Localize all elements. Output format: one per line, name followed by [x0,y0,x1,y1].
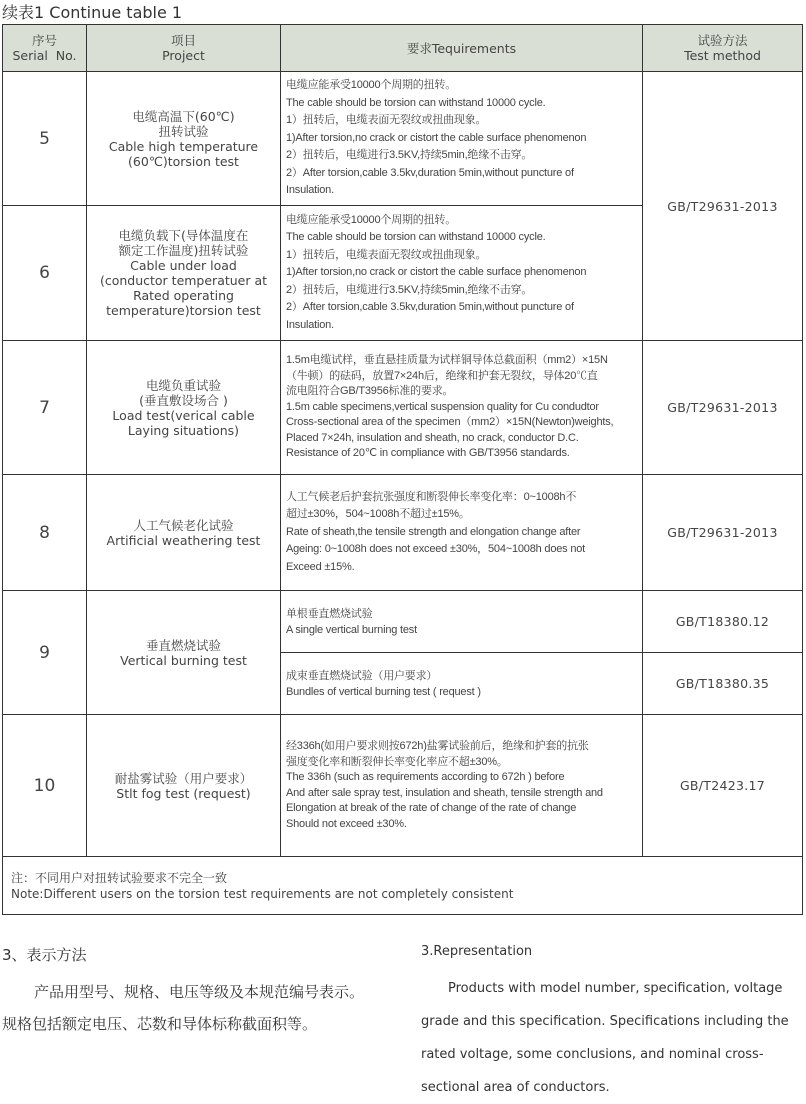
section-heading-en: 3.Representation [421,944,533,959]
requirement-line: 1）扭转后，电缆表面无裂纹或扭曲现象。 [286,114,487,127]
requirement-line: （牛顿）的砝码，放置7×24h后，绝缘和护套无裂纹，导体20℃直 [286,369,598,382]
project-line: Cable high temperature [108,138,259,154]
table-row [3,591,803,653]
project-line: Vertical burning test [120,652,247,668]
project-line: 扭转试验 [158,123,209,139]
project-line: (60℃)torsion test [128,153,239,169]
requirement-line: 电缆应能承受10000个周期的扭转。 [286,79,456,92]
section-line-cn: 产品用型号、规格、电压等级及本规范编号表示。 [34,983,365,1001]
requirements-cell [281,475,643,591]
table-row [3,72,803,206]
table-row [3,475,803,591]
requirement-line: 2）After torsion,cable 3.5kv,duration 5min,without puncture of [286,301,574,314]
requirement-line: 1）扭转后，电缆表面无裂纹或扭曲现象。 [286,248,487,261]
note-en: Note:Different users on the torsion test requirements are not completely consistent [11,886,514,901]
table-note [3,857,803,915]
requirement-line: And after sale spray test, insulation and sheath, tensile strength and [286,786,603,799]
requirement-line: 2）扭转后，电缆进行3.5KV,持续5min,绝缘不击穿。 [286,149,533,162]
requirement-line: Should not exceed ±30%. [286,817,407,830]
method-cell: GB/T18380.12 [643,591,803,653]
requirement-line: 流电阻符合GB/T3956标准的要求。 [286,385,454,398]
test-spec-table [2,24,803,915]
section-line-en: grade and this specification. Specifications including the [421,1014,789,1029]
table-header-row [3,25,803,72]
method-cell: GB/T2423.17 [643,715,803,857]
requirement-line: 人工气候老后护套抗张强度和断裂伸长率变化率：0~1008h不 [286,490,577,503]
requirement-line: Insulation. [286,318,334,331]
serial-cell: 8 [3,475,87,591]
serial-cell: 5 [3,72,87,206]
project-cell [87,206,281,341]
header-serial-cn: 序号 [31,33,57,48]
header-method-en: Test method [684,48,761,63]
serial-cell: 10 [3,715,87,857]
project-line: temperature)torsion test [106,303,261,318]
requirement-line: Rate of sheath,the tensile strength and elongation change after [286,525,581,538]
requirement-line: The cable should be torsion can withstand 10000 cycle. [286,231,546,244]
header-serial [3,25,87,72]
section-heading-cn: 3、表示方法 [2,946,87,964]
project-cell [87,341,281,475]
requirement-line: 1)After torsion,no crack or cistort the cable surface phenomenon [286,131,587,144]
table-row [3,341,803,475]
header-project-cn: 项目 [170,33,196,48]
project-line: Cable under load [130,258,237,273]
header-method-cn: 试验方法 [697,33,748,48]
project-cell [87,591,281,715]
project-line: 电缆负载下(导体温度在 [118,228,249,243]
requirements-cell [281,341,643,475]
project-line: (conductor temperatuer at [99,273,268,288]
project-line: 电缆高温下(60℃) [132,108,235,124]
requirement-line: Resistance of 20℃ in compliance with GB/T3956 standards. [286,447,570,460]
requirement-line: 电缆应能承受10000个周期的扭转。 [286,213,456,226]
project-line: Rated operating [133,288,234,303]
requirement-line: Insulation. [286,184,334,197]
project-line: 人工气候老化试验 [133,517,234,533]
project-cell [87,475,281,591]
requirement-line: 成束垂直燃烧试验（用户要求） [286,669,438,682]
requirement-line: Ageing: 0~1008h does not exceed ±30%，504~1008h does not [286,543,586,556]
serial-cell: 6 [3,206,87,341]
method-cell: GB/T29631-2013 [643,72,803,341]
table-row [3,715,803,857]
note-cn: 注：不同用户对扭转试验要求不完全一致 [11,870,228,885]
project-cell [87,72,281,206]
section-line-en: Products with model number, specification, voltage [448,981,783,996]
header-serial-en: Serial No. [12,48,77,63]
method-cell: GB/T29631-2013 [643,475,803,591]
requirement-line: The cable should be torsion can withstand 10000 cycle. [286,96,546,109]
header-project-en: Project [162,48,205,63]
requirement-line: Exceed ±15%. [286,560,355,573]
project-cell [87,715,281,857]
requirements-cell [281,72,643,206]
section-line-cn: 规格包括额定电压、芯数和导体标称截面积等。 [2,1015,318,1033]
table-note-row [3,857,803,915]
project-line: 耐盐雾试验（用户要求） [114,770,253,786]
method-cell: GB/T18380.35 [643,653,803,715]
requirement-line: 强度变化率和断裂伸长率变化率应不超±30%。 [286,755,508,768]
header-method [643,25,803,72]
requirement-line: 经336h(如用户要求则按672h)盐雾试验前后，绝缘和护套的抗张 [286,740,589,752]
requirements-cell [281,653,643,715]
requirement-line: 2）After torsion,cable 3.5kv,duration 5min,without puncture of [286,166,574,179]
requirements-cell [281,591,643,653]
project-line: Load test(verical cable [112,407,255,423]
requirement-line: The 336h (such as requirements according to 672h ) before [286,771,565,783]
requirements-cell [281,206,643,341]
section-body-cn [2,976,407,1040]
requirement-line: 超过±30%，504~1008h不超过±15%。 [286,508,470,521]
project-line: (垂直敷设场合 ) [139,392,228,408]
requirements-cell [281,715,643,857]
requirement-line: 2）扭转后，电缆进行3.5KV,持续5min,绝缘不击穿。 [286,283,533,296]
section-body-en [421,972,806,1104]
table-title: 续表1 Continue table 1 [2,3,183,22]
requirement-line: Cross-sectional area of the specimen（mm2）×15N(Newton)weights, [286,416,614,429]
header-project [87,25,281,72]
requirement-line: 单根垂直燃烧试验 [286,607,373,620]
section-line-en: sectional area of conductors. [421,1080,610,1095]
project-line: 额定工作温度)扭转试验 [118,243,249,258]
requirement-line: A single vertical burning test [286,623,417,636]
requirement-line: 1)After torsion,no crack or cistort the cable surface phenomenon [286,266,587,279]
requirement-line: Bundles of vertical burning test ( request ) [286,685,481,698]
project-line: 垂直燃烧试验 [145,637,221,653]
project-line: 电缆负重试验 [145,377,221,393]
header-requirements: 要求Tequirements [281,25,643,72]
requirement-line: 1.5m电缆试样，垂直悬挂质量为试样铜导体总截面积（mm2）×15N [286,354,608,367]
serial-cell: 9 [3,591,87,715]
serial-cell: 7 [3,341,87,475]
requirement-line: 1.5m cable specimens,vertical suspension quality for Cu condudtor [286,400,599,413]
method-cell: GB/T29631-2013 [643,341,803,475]
requirement-line: Placed 7×24h, insulation and sheath, no crack, conductor D.C. [286,431,579,444]
project-line: Artificial weathering test [106,532,261,548]
project-line: Laying situations) [127,422,240,438]
project-line: Stlt fog test (request) [116,785,251,801]
requirement-line: Elongation at break of the rate of change of the rate of change [286,802,577,814]
section-line-en: rated voltage, some conclusions, and nominal cross- [421,1047,764,1062]
